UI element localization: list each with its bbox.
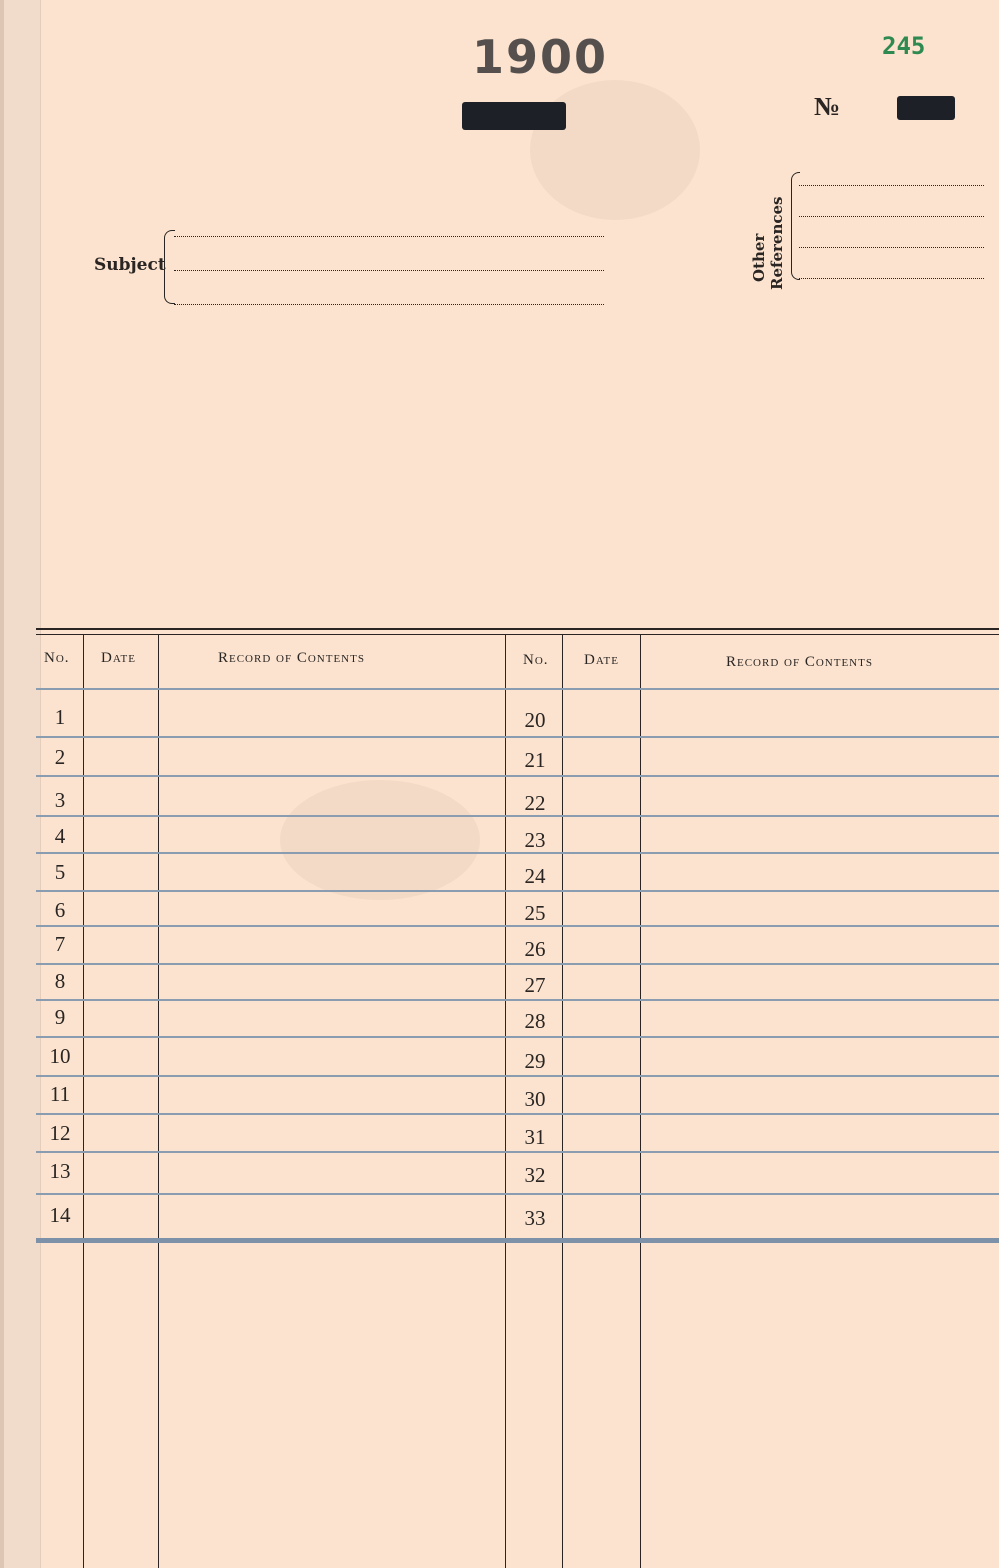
file-number: 245	[882, 32, 926, 60]
table-top-rule	[36, 628, 999, 630]
row-number: 20	[524, 708, 546, 732]
ruled-line	[36, 1151, 999, 1153]
row-number: 29	[524, 1049, 546, 1073]
row-number: 12	[49, 1121, 71, 1145]
redacted-number	[897, 96, 955, 120]
row-number: 32	[524, 1163, 546, 1187]
ruled-line	[36, 775, 999, 777]
row-number: 3	[54, 788, 66, 812]
row-number: 9	[54, 1005, 66, 1029]
row-number: 25	[524, 901, 546, 925]
header-date-left: Date	[101, 650, 136, 666]
binding-spine	[0, 0, 41, 1568]
row-number: 21	[524, 748, 546, 772]
table-top-rule-thin	[36, 634, 999, 635]
subject-line-2[interactable]	[174, 270, 604, 271]
row-number: 14	[49, 1203, 71, 1227]
row-number: 6	[54, 898, 66, 922]
header-no-left: No.	[44, 650, 70, 666]
row-number: 28	[524, 1009, 546, 1033]
subject-brace	[164, 230, 175, 304]
table-bottom-rule	[36, 1238, 999, 1243]
row-number: 27	[524, 973, 546, 997]
header-record-left: Record of Contents	[218, 650, 365, 666]
row-number: 13	[49, 1159, 71, 1183]
redacted-stamp	[462, 102, 566, 130]
year-stamp: 1900	[472, 30, 609, 84]
reference-line-3[interactable]	[799, 247, 984, 248]
subject-label: Subject	[94, 255, 166, 275]
row-number: 4	[54, 824, 66, 848]
ruled-line	[36, 736, 999, 738]
row-number: 7	[54, 932, 66, 956]
row-number: 10	[49, 1044, 71, 1068]
row-number: 11	[49, 1082, 71, 1106]
other-references-label	[744, 170, 790, 290]
row-number: 33	[524, 1206, 546, 1230]
subject-line-1[interactable]	[174, 236, 604, 237]
row-number: 22	[524, 791, 546, 815]
reference-line-1[interactable]	[799, 185, 984, 186]
paper-stain	[280, 780, 480, 900]
other-references-line2: References	[768, 196, 786, 290]
ruled-line	[36, 1036, 999, 1038]
ruled-line	[36, 890, 999, 892]
ruled-line	[36, 1113, 999, 1115]
row-number: 23	[524, 828, 546, 852]
ruled-line	[36, 999, 999, 1001]
paper-stain	[530, 80, 700, 220]
row-number: 26	[524, 937, 546, 961]
header-date-right: Date	[584, 652, 619, 668]
ruled-line	[36, 1075, 999, 1077]
ruled-line	[36, 1193, 999, 1195]
spine-edge	[0, 0, 4, 1568]
references-brace	[791, 172, 800, 280]
header-record-right: Record of Contents	[726, 654, 873, 670]
ruled-line	[36, 688, 999, 690]
reference-line-2[interactable]	[799, 216, 984, 217]
number-label: №	[814, 92, 841, 121]
row-number: 8	[54, 969, 66, 993]
other-references-line1: Other	[750, 233, 768, 282]
row-number: 1	[54, 705, 66, 729]
ruled-line	[36, 963, 999, 965]
header-no-right: No.	[523, 652, 549, 668]
row-number: 30	[524, 1087, 546, 1111]
row-number: 24	[524, 864, 546, 888]
subject-line-3[interactable]	[174, 304, 604, 305]
row-number: 2	[54, 745, 66, 769]
reference-line-4[interactable]	[799, 278, 984, 279]
row-number: 5	[54, 860, 66, 884]
row-number: 31	[524, 1125, 546, 1149]
